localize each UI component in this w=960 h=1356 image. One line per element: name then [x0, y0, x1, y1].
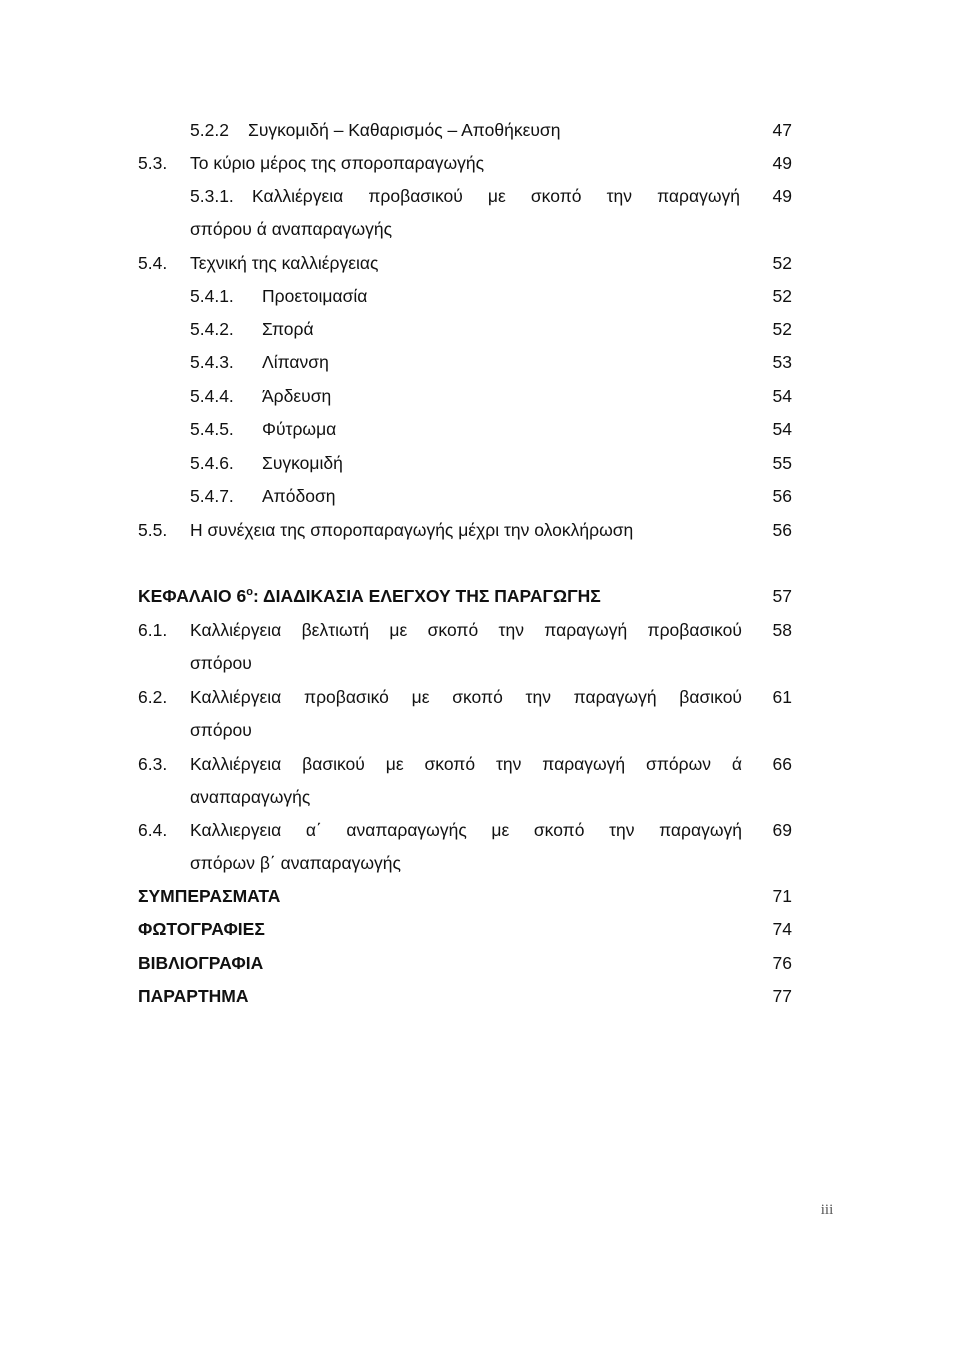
chapter-title-superscript: ο	[246, 586, 253, 599]
entry-page: 47	[772, 120, 792, 140]
toc-entry-6-2	[0, 682, 960, 712]
entry-title: Καλλιέργεια προβασικό με σκοπό την παραγωγή βασικού	[190, 687, 742, 707]
entry-title-continuation: σπόρου	[190, 720, 252, 740]
entry-page: 56	[772, 486, 792, 506]
entry-page: 52	[772, 253, 792, 273]
entry-number: 6.1.	[138, 620, 168, 640]
entry-number: 6.2.	[138, 687, 168, 707]
entry-page: 57	[772, 586, 792, 606]
entry-page: 49	[772, 186, 792, 206]
toc-entry-6-2-continuation	[0, 715, 960, 745]
section-title: ΦΩΤΟΓΡΑΦΙΕΣ	[138, 919, 265, 939]
entry-title: Συγκομιδή – Καθαρισμός – Αποθήκευση	[248, 120, 561, 140]
toc-entry-5-4-3	[0, 347, 960, 377]
entry-title: Η συνέχεια της σποροπαραγωγής μέχρι την ολοκλήρωση	[190, 520, 634, 540]
toc-entry-6-1	[0, 615, 960, 645]
entry-title-continuation: σπόρου	[190, 653, 252, 673]
toc-entry-5-5	[0, 515, 960, 545]
toc-entry-5-4-7	[0, 481, 960, 511]
toc-entry-5-3-1-continuation	[0, 214, 960, 244]
toc-entry-5-4-1	[0, 281, 960, 311]
entry-title: Φύτρωμα	[262, 419, 337, 439]
chapter-title	[138, 581, 601, 611]
toc-entry-5-4-2	[0, 314, 960, 344]
entry-title: Καλλιεργεια α΄ αναπαραγωγής με σκοπό την παραγωγή	[190, 820, 742, 840]
toc-entry-5-3	[0, 148, 960, 178]
entry-number: 5.4.	[138, 253, 168, 273]
entry-title-continuation: σπόρου ά αναπαραγωγής	[190, 219, 393, 239]
entry-page: 58	[772, 620, 792, 640]
toc-entry-6-3	[0, 749, 960, 779]
entry-number: 5.3.1.	[190, 186, 234, 206]
chapter-title-main: ΚΕΦΑΛΑΙΟ 6	[138, 586, 247, 606]
entry-number: 5.4.4.	[190, 386, 234, 406]
entry-page: 66	[772, 754, 792, 774]
entry-number: 6.3.	[138, 754, 168, 774]
toc-entry-5-4-6	[0, 448, 960, 478]
toc-entry-6-4-continuation	[0, 848, 960, 878]
entry-page: 54	[772, 386, 792, 406]
toc-entry-5-4-5	[0, 414, 960, 444]
entry-title: Τεχνική της καλλιέργειας	[190, 253, 379, 273]
entry-page: 52	[772, 286, 792, 306]
chapter-title-rest: : ΔΙΑΔΙΚΑΣΙΑ ΕΛΕΓΧΟΥ ΤΗΣ ΠΑΡΑΓΩΓΗΣ	[252, 586, 601, 606]
toc-entry-5-2-2	[0, 115, 960, 145]
entry-title: Καλλιέργεια προβασικού με σκοπό την παραγωγή	[252, 186, 740, 206]
entry-page: 69	[772, 820, 792, 840]
entry-number: 5.4.3.	[190, 352, 234, 372]
page-number: iii	[820, 1202, 834, 1218]
entry-page: 77	[772, 986, 792, 1006]
entry-title-continuation: αναπαραγωγής	[190, 787, 311, 807]
entry-title: Προετοιμασία	[262, 286, 368, 306]
entry-number: 5.5.	[138, 520, 168, 540]
entry-number: 5.4.5.	[190, 419, 234, 439]
toc-entry-5-4-4	[0, 381, 960, 411]
section-title: ΣΥΜΠΕΡΑΣΜΑΤΑ	[138, 886, 281, 906]
toc-entry-6-4	[0, 815, 960, 845]
entry-page: 76	[772, 953, 792, 973]
entry-number: 5.3.	[138, 153, 168, 173]
entry-number: 5.2.2	[190, 120, 229, 140]
entry-page: 61	[772, 687, 792, 707]
entry-title: Το κύριο μέρος της σποροπαραγωγής	[190, 153, 485, 173]
entry-page: 71	[772, 886, 792, 906]
toc-entry-5-3-1	[0, 181, 960, 211]
entry-page: 55	[772, 453, 792, 473]
toc-chapter-6	[0, 581, 960, 611]
toc-entry-6-3-continuation	[0, 782, 960, 812]
toc-entry-5-4	[0, 248, 960, 278]
toc-conclusions	[0, 881, 960, 911]
toc-photos	[0, 914, 960, 944]
entry-page: 49	[772, 153, 792, 173]
entry-number: 6.4.	[138, 820, 168, 840]
entry-title: Καλλιέργεια βελτιωτή με σκοπό την παραγωγή προβασικού	[190, 620, 742, 640]
toc-appendix	[0, 981, 960, 1011]
entry-title: Λίπανση	[262, 352, 329, 372]
entry-number: 5.4.7.	[190, 486, 234, 506]
entry-title: Συγκομιδή	[262, 453, 343, 473]
entry-title: Απόδοση	[262, 486, 336, 506]
toc-bibliography	[0, 948, 960, 978]
entry-page: 56	[772, 520, 792, 540]
entry-page: 54	[772, 419, 792, 439]
entry-page: 52	[772, 319, 792, 339]
section-title: ΠΑΡΑΡΤΗΜΑ	[138, 986, 249, 1006]
entry-number: 5.4.1.	[190, 286, 234, 306]
entry-page: 53	[772, 352, 792, 372]
section-title: ΒΙΒΛΙΟΓΡΑΦΙΑ	[138, 953, 264, 973]
entry-title: Σπορά	[262, 319, 314, 339]
entry-page: 74	[772, 919, 792, 939]
entry-title: Άρδευση	[262, 386, 332, 406]
entry-number: 5.4.6.	[190, 453, 234, 473]
toc-entry-6-1-continuation	[0, 648, 960, 678]
entry-title-continuation: σπόρων β΄ αναπαραγωγής	[190, 853, 401, 873]
entry-title: Καλλιέργεια βασικού με σκοπό την παραγωγή σπόρων ά	[190, 754, 742, 774]
entry-number: 5.4.2.	[190, 319, 234, 339]
